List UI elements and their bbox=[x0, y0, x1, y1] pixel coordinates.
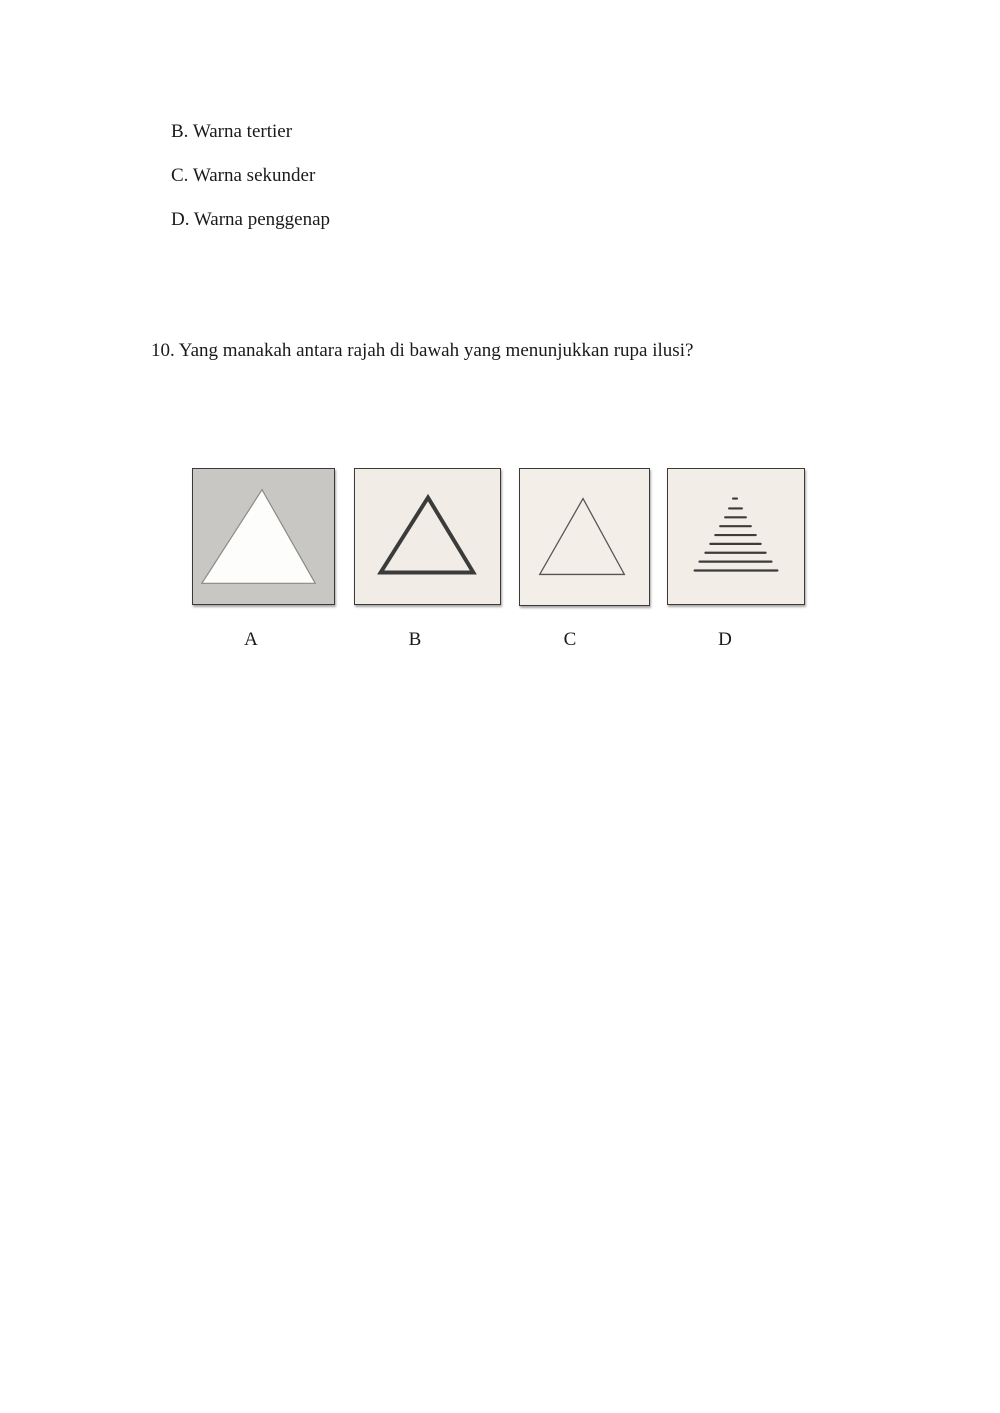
question-10: 10. Yang manakah antara rajah di bawah yang menunjukkan rupa ilusi? bbox=[151, 340, 694, 361]
answer-option-d: D. Warna penggenap bbox=[171, 209, 331, 230]
figure-a-label: A bbox=[244, 629, 258, 650]
solid-triangle-icon bbox=[193, 469, 334, 604]
figure-a-image bbox=[192, 468, 335, 605]
figure-d-image bbox=[667, 468, 805, 605]
figure-b-image bbox=[354, 468, 501, 605]
line-triangle-icon bbox=[668, 469, 804, 604]
thick-outline-triangle-icon bbox=[355, 469, 500, 604]
figure-c-image bbox=[519, 468, 650, 606]
figure-b-label: B bbox=[408, 629, 422, 650]
answer-option-c: C. Warna sekunder bbox=[171, 165, 316, 186]
thin-outline-triangle-icon bbox=[520, 469, 649, 605]
answer-option-b: B. Warna tertier bbox=[171, 121, 293, 142]
figure-d-label: D bbox=[718, 629, 732, 650]
figure-c-label: C bbox=[563, 629, 577, 650]
